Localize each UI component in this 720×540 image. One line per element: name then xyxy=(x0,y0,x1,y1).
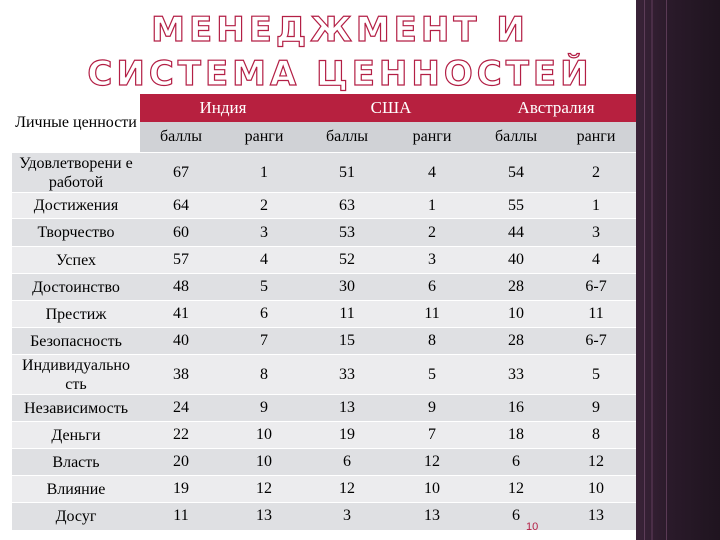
score-cell: 44 xyxy=(476,219,556,247)
table-row xyxy=(12,153,636,193)
rank-cell: 4 xyxy=(388,153,476,193)
score-cell: 33 xyxy=(306,355,388,395)
rank-cell: 12 xyxy=(556,449,636,476)
rank-cell: 3 xyxy=(556,219,636,247)
rank-cell: 7 xyxy=(222,328,306,355)
rank-cell: 7 xyxy=(388,422,476,449)
rank-cell: 10 xyxy=(222,449,306,476)
score-cell: 48 xyxy=(140,274,222,301)
rank-cell: 5 xyxy=(388,355,476,395)
rank-cell: 12 xyxy=(388,449,476,476)
value-name-cell: Власть xyxy=(12,449,140,476)
subheader-scores: баллы xyxy=(140,122,222,153)
table-row xyxy=(12,219,636,247)
rank-cell: 11 xyxy=(556,301,636,328)
value-name-cell: Деньги xyxy=(12,422,140,449)
table-row xyxy=(12,449,636,476)
rank-cell: 4 xyxy=(556,247,636,274)
country-header: Индия xyxy=(140,94,306,122)
table-row xyxy=(12,193,636,219)
slide-title: МЕНЕДЖМЕНТ И СИСТЕМА ЦЕННОСТЕЙ xyxy=(87,10,593,94)
table-row xyxy=(12,476,636,503)
value-name-cell: Престиж xyxy=(12,301,140,328)
rank-cell: 1 xyxy=(556,193,636,219)
table-row xyxy=(12,247,636,274)
value-name-cell: Успех xyxy=(12,247,140,274)
rank-cell: 13 xyxy=(222,503,306,530)
table-row xyxy=(12,503,636,530)
rank-cell: 6-7 xyxy=(556,274,636,301)
rank-cell: 12 xyxy=(222,476,306,503)
subheader-ranks: ранги xyxy=(388,122,476,153)
score-cell: 67 xyxy=(140,153,222,193)
value-name-cell: Достоинство xyxy=(12,274,140,301)
value-name-cell: Досуг xyxy=(12,503,140,530)
score-cell: 52 xyxy=(306,247,388,274)
table-row xyxy=(12,274,636,301)
score-cell: 13 xyxy=(306,395,388,422)
rank-cell: 8 xyxy=(222,355,306,395)
score-cell: 38 xyxy=(140,355,222,395)
score-cell: 54 xyxy=(476,153,556,193)
score-cell: 19 xyxy=(140,476,222,503)
score-cell: 28 xyxy=(476,274,556,301)
score-cell: 15 xyxy=(306,328,388,355)
score-cell: 11 xyxy=(306,301,388,328)
rank-cell: 9 xyxy=(556,395,636,422)
score-cell: 20 xyxy=(140,449,222,476)
score-cell: 28 xyxy=(476,328,556,355)
corner-label: Личные ценности xyxy=(12,94,140,153)
score-cell: 10 xyxy=(476,301,556,328)
side-strip-line xyxy=(666,0,667,540)
table-row xyxy=(12,328,636,355)
country-header: США xyxy=(306,94,476,122)
side-strip-line xyxy=(644,0,645,540)
rank-cell: 13 xyxy=(556,503,636,530)
rank-cell: 9 xyxy=(388,395,476,422)
score-cell: 40 xyxy=(140,328,222,355)
score-cell: 41 xyxy=(140,301,222,328)
rank-cell: 10 xyxy=(556,476,636,503)
table-row xyxy=(12,355,636,395)
value-name-cell: Творчество xyxy=(12,219,140,247)
subheader-ranks: ранги xyxy=(222,122,306,153)
score-cell: 57 xyxy=(140,247,222,274)
score-cell: 30 xyxy=(306,274,388,301)
score-cell: 22 xyxy=(140,422,222,449)
score-cell: 64 xyxy=(140,193,222,219)
score-cell: 40 xyxy=(476,247,556,274)
rank-cell: 2 xyxy=(556,153,636,193)
subheader-scores: баллы xyxy=(476,122,556,153)
decorative-side-strip xyxy=(636,0,720,540)
rank-cell: 10 xyxy=(388,476,476,503)
rank-cell: 3 xyxy=(388,247,476,274)
values-table xyxy=(12,94,636,530)
subheader-scores: баллы xyxy=(306,122,388,153)
country-header-row xyxy=(12,94,636,122)
rank-cell: 2 xyxy=(222,193,306,219)
rank-cell: 4 xyxy=(222,247,306,274)
side-strip-line xyxy=(651,0,653,540)
rank-cell: 9 xyxy=(222,395,306,422)
country-header: Австралия xyxy=(476,94,636,122)
score-cell: 3 xyxy=(306,503,388,530)
score-cell: 6 xyxy=(476,449,556,476)
table-row xyxy=(12,301,636,328)
table-row xyxy=(12,422,636,449)
score-cell: 33 xyxy=(476,355,556,395)
rank-cell: 5 xyxy=(556,355,636,395)
subheader-ranks: ранги xyxy=(556,122,636,153)
rank-cell: 1 xyxy=(222,153,306,193)
table-row xyxy=(12,395,636,422)
rank-cell: 13 xyxy=(388,503,476,530)
value-name-cell: Независимость xyxy=(12,395,140,422)
score-cell: 60 xyxy=(140,219,222,247)
score-cell: 24 xyxy=(140,395,222,422)
value-name-cell: Влияние xyxy=(12,476,140,503)
side-strip-gradient xyxy=(636,0,720,540)
rank-cell: 6 xyxy=(222,301,306,328)
rank-cell: 11 xyxy=(388,301,476,328)
value-name-cell: Безопасность xyxy=(12,328,140,355)
score-cell: 51 xyxy=(306,153,388,193)
score-cell: 18 xyxy=(476,422,556,449)
score-cell: 63 xyxy=(306,193,388,219)
rank-cell: 5 xyxy=(222,274,306,301)
rank-cell: 10 xyxy=(222,422,306,449)
value-name-cell: Индивидуально сть xyxy=(12,355,140,395)
rank-cell: 8 xyxy=(556,422,636,449)
score-cell: 12 xyxy=(306,476,388,503)
rank-cell: 6-7 xyxy=(556,328,636,355)
score-cell: 12 xyxy=(476,476,556,503)
rank-cell: 6 xyxy=(388,274,476,301)
score-cell: 19 xyxy=(306,422,388,449)
rank-cell: 3 xyxy=(222,219,306,247)
score-cell: 16 xyxy=(476,395,556,422)
score-cell: 6 xyxy=(306,449,388,476)
score-cell: 6 xyxy=(476,503,556,530)
rank-cell: 8 xyxy=(388,328,476,355)
rank-cell: 1 xyxy=(388,193,476,219)
score-cell: 53 xyxy=(306,219,388,247)
slide-number: 10 xyxy=(526,521,539,533)
value-name-cell: Достижения xyxy=(12,193,140,219)
score-cell: 11 xyxy=(140,503,222,530)
value-name-cell: Удовлетворени е работой xyxy=(12,153,140,193)
rank-cell: 2 xyxy=(388,219,476,247)
score-cell: 55 xyxy=(476,193,556,219)
